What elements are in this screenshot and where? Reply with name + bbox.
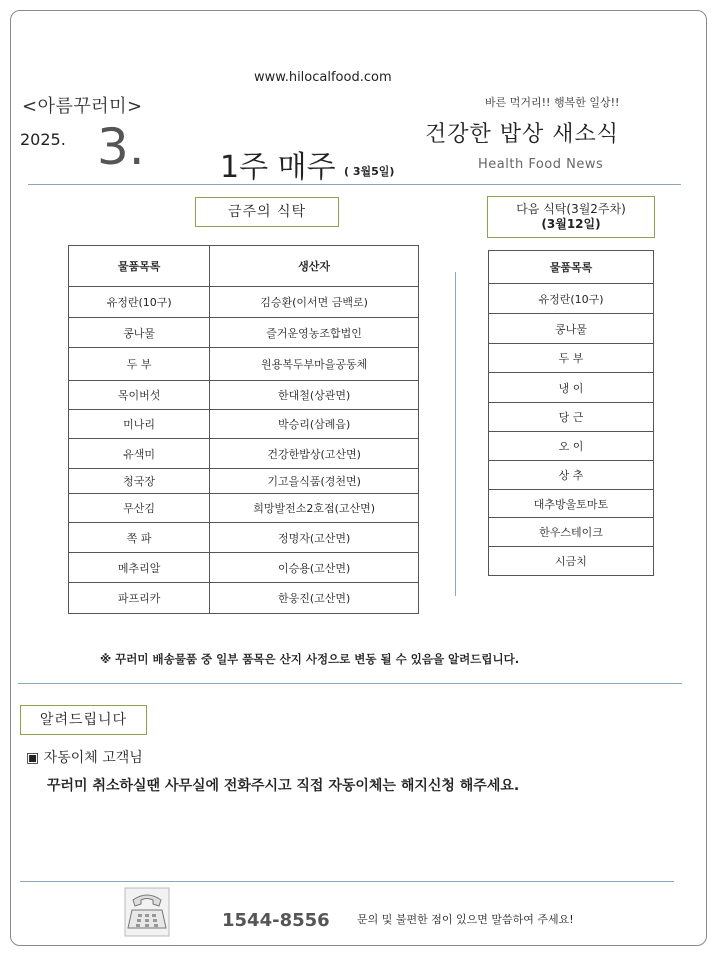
- table-header-row: [69, 246, 419, 287]
- producer-cell: 기고을식품(경천면): [210, 469, 419, 494]
- table-row: [69, 381, 419, 410]
- table-row: [69, 469, 419, 494]
- table-row: [69, 348, 419, 381]
- column-divider: [455, 272, 456, 596]
- table-row: [69, 287, 419, 318]
- item-cell: 냉 이: [489, 373, 654, 403]
- producer-cell: 김승환(이서면 금백로): [210, 287, 419, 318]
- item-cell: 두 부: [489, 344, 654, 373]
- list-item: [489, 403, 654, 432]
- this-week-label: 금주의 식탁: [195, 197, 339, 227]
- announcement-label: 알려드립니다: [20, 705, 147, 735]
- item-cell: 오 이: [489, 432, 654, 461]
- list-item: [489, 344, 654, 373]
- item-cell: 대추방울토마토: [489, 490, 654, 518]
- slogan: 바른 먹거리!! 행복한 일상!!: [485, 96, 620, 109]
- item-cell: 당 근: [489, 403, 654, 432]
- table-row: [69, 439, 419, 469]
- table-row: [69, 410, 419, 439]
- header-divider: [28, 184, 681, 185]
- section-divider: [18, 683, 682, 684]
- next-week-table: [488, 250, 654, 576]
- item-cell: 미나리: [69, 410, 210, 439]
- footer-divider: [20, 881, 674, 882]
- brand-name: <아름꾸러미>: [22, 96, 143, 117]
- item-cell: 콩나물: [489, 314, 654, 344]
- item-cell: 유색미: [69, 439, 210, 469]
- list-item: [489, 461, 654, 490]
- item-cell: 파프리카: [69, 583, 210, 614]
- list-item: [489, 432, 654, 461]
- phone-number[interactable]: 1544-8556: [222, 910, 330, 931]
- item-cell: 유정란(10구): [489, 284, 654, 314]
- column-header-item: 물품목록: [69, 246, 210, 287]
- list-item: [489, 518, 654, 547]
- item-cell: 시금치: [489, 547, 654, 576]
- list-item: [489, 490, 654, 518]
- producer-cell: 한웅진(고산면): [210, 583, 419, 614]
- list-item: [489, 373, 654, 403]
- item-cell: 쪽 파: [69, 523, 210, 553]
- producer-cell: 박승리(삼례읍): [210, 410, 419, 439]
- newsletter-subtitle: Health Food News: [478, 157, 604, 172]
- week-title: 1주 매주: [220, 150, 336, 185]
- next-week-title: 다음 식탁(3월2주차): [516, 202, 626, 216]
- telephone-icon: [123, 886, 171, 938]
- contact-text: 문의 및 불편한 점이 있으면 말씀하여 주세요!: [357, 913, 574, 926]
- producer-cell: 즐거운영농조합법인: [210, 318, 419, 348]
- column-header-producer: 생산자: [210, 246, 419, 287]
- issue-year: 2025.: [20, 130, 66, 149]
- table-row: [69, 523, 419, 553]
- list-item: [489, 547, 654, 576]
- item-cell: 무산김: [69, 494, 210, 523]
- next-week-date: (3월12일): [541, 217, 601, 231]
- item-cell: 콩나물: [69, 318, 210, 348]
- change-notice: ※ 꾸러미 배송물품 중 일부 품목은 산지 사정으로 변동 될 수 있음을 알려드립니다.: [100, 652, 520, 666]
- announcement-body: 꾸러미 취소하실땐 사무실에 전화주시고 직접 자동이체는 해지신청 해주세요.: [47, 778, 520, 794]
- item-cell: 메추리알: [69, 553, 210, 583]
- announcement-heading: ▣ 자동이체 고객님: [26, 750, 143, 766]
- list-item: [489, 284, 654, 314]
- producer-cell: 건강한밥상(고산면): [210, 439, 419, 469]
- week-date: ( 3월5일): [344, 165, 395, 178]
- item-cell: 유정란(10구): [69, 287, 210, 318]
- item-cell: 상 추: [489, 461, 654, 490]
- item-cell: 한우스테이크: [489, 518, 654, 547]
- item-cell: 두 부: [69, 348, 210, 381]
- next-week-label: [487, 196, 655, 238]
- item-cell: 청국장: [69, 469, 210, 494]
- this-week-table: [68, 245, 419, 614]
- item-cell: 목이버섯: [69, 381, 210, 410]
- producer-cell: 정명자(고산면): [210, 523, 419, 553]
- producer-cell: 이승용(고산면): [210, 553, 419, 583]
- producer-cell: 한대철(상관면): [210, 381, 419, 410]
- list-item: [489, 314, 654, 344]
- table-row: [69, 318, 419, 348]
- table-row: [69, 494, 419, 523]
- column-header-item: 물품목록: [489, 251, 654, 284]
- website-url[interactable]: www.hilocalfood.com: [254, 70, 392, 85]
- table-header-row: [489, 251, 654, 284]
- table-row: [69, 583, 419, 614]
- table-row: [69, 553, 419, 583]
- producer-cell: 원용복두부마을공동체: [210, 348, 419, 381]
- newsletter-title: 건강한 밥상 새소식: [425, 122, 620, 147]
- producer-cell: 희망발전소2호점(고산면): [210, 494, 419, 523]
- issue-month: 3.: [97, 118, 145, 176]
